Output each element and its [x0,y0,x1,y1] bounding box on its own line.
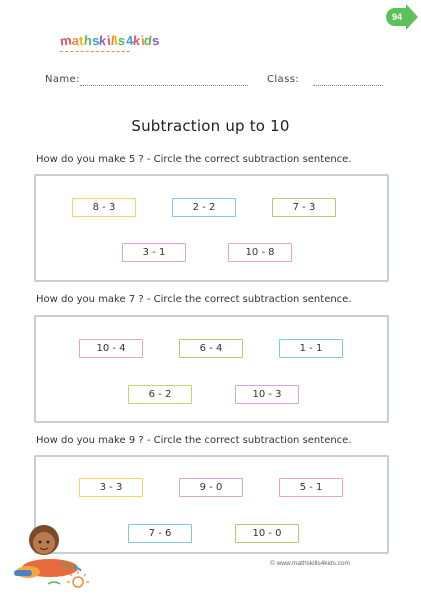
option-2-4[interactable]: 6 - 2 [128,385,192,404]
option-2-1[interactable]: 10 - 4 [79,339,143,358]
logo-letter: s [151,32,161,49]
option-2-5[interactable]: 10 - 3 [235,385,299,404]
question-2: How do you make 7 ? - Circle the correct subtraction sentence. [36,294,352,305]
logo-letter: m [59,32,73,49]
option-1-5[interactable]: 10 - 8 [228,243,292,262]
option-1-2[interactable]: 2 - 2 [172,198,236,217]
option-3-2[interactable]: 9 - 0 [179,478,243,497]
logo-letter: i [139,32,146,49]
question-3: How do you make 9 ? - Circle the correct subtraction sentence. [36,435,352,446]
option-2-2[interactable]: 6 - 4 [179,339,243,358]
option-3-1[interactable]: 3 - 3 [79,478,143,497]
class-field[interactable] [313,85,383,86]
option-3-4[interactable]: 7 - 6 [128,524,192,543]
logo-letter: t [78,32,85,49]
name-field[interactable] [80,85,248,86]
name-label: Name: [45,74,80,85]
logo-letter: i [105,32,112,49]
option-1-1[interactable]: 8 - 3 [72,198,136,217]
option-1-4[interactable]: 3 - 1 [122,243,186,262]
page-number-badge: 94 [386,8,408,26]
child-drawing-illustration [8,510,98,590]
class-label: Class: [267,74,300,85]
logo-letter: d [143,32,154,49]
answer-panel-1 [34,174,389,282]
option-3-5[interactable]: 10 - 0 [235,524,299,543]
mathskills4kids-logo [60,33,160,48]
logo-letter: s [91,32,101,49]
option-2-3[interactable]: 1 - 1 [279,339,343,358]
logo-letter: k [132,32,142,49]
logo-letter: a [71,32,80,49]
option-3-3[interactable]: 5 - 1 [279,478,343,497]
logo-letter: k [98,32,108,49]
worksheet-title: Subtraction up to 10 [131,117,290,135]
arrow-right-icon [406,4,418,30]
copyright-footer: © www.mathskills4kids.com [270,560,350,567]
logo-letter: l [113,32,119,49]
answer-panel-2 [34,315,389,423]
logo-letter: h [82,32,93,49]
option-1-3[interactable]: 7 - 3 [272,198,336,217]
logo-letter: 4 [124,32,134,49]
logo-underline [60,51,130,52]
logo-letter: l [109,32,116,49]
question-1: How do you make 5 ? - Circle the correct subtraction sentence. [36,154,352,165]
logo-letter: s [117,32,127,49]
